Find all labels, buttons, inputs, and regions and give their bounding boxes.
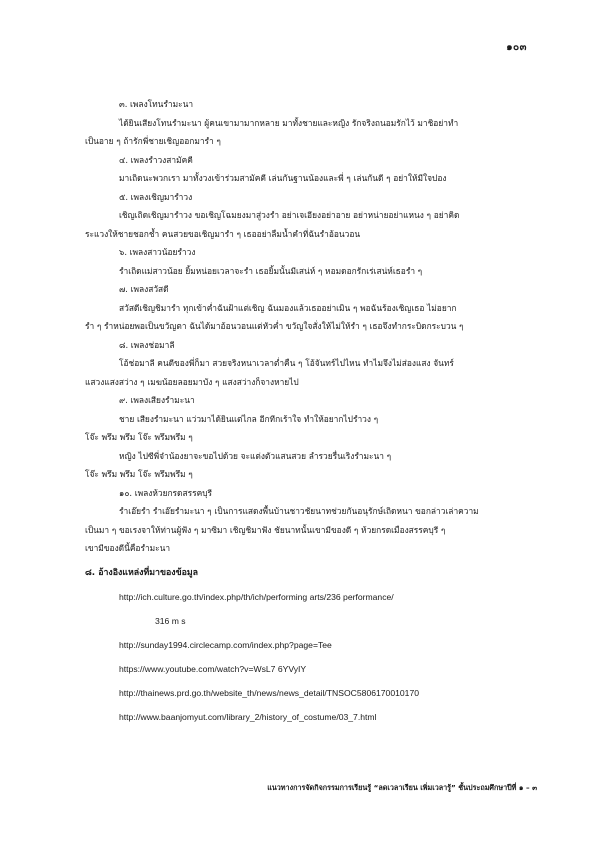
song-lyric: โอ้ช่อมาลี คนดีของพี่ก็มา สวยจริงหนาเวลาต่ำคืน ๆ โอ้จันทร์ไปไหน ทำไมจึงไม่ส่องแสง จันทร์ [119,358,454,368]
reference-link[interactable]: http://ich.culture.go.th/index.php/th/ich/performing arts/236 performance/ [119,592,394,602]
song-title: ๕. เพลงเชิญมารำวง [119,191,193,202]
page-number: ๑๐๓ [506,42,527,53]
song-lyric: มาเถิดนะพวกเรา มาทั้งวงเข้าร่วมสามัคคี เล่นกันฐานน้องและพี่ ๆ เล่นกันดี ๆ อย่าให้มีใจปอง [119,173,447,183]
page-footer: แนวทางการจัดกิจกรรมการเรียนรู้ “ลดเวลาเรียน เพิ่มเวลารู้” ชั้นประถมศึกษาปีที่ ๑ – ๓ [267,783,537,792]
reference-link[interactable]: https://www.youtube.com/watch?v=WsL7 6YVyIY [119,664,307,674]
song-list [85,95,535,558]
reference-link[interactable]: http://thainews.prd.go.th/website_th/news/news_detail/TNSOC5806170010170 [119,688,420,698]
song-title: ๘. เพลงช่อมาลี [119,339,175,350]
song-chorus: โจ๊ะ พรึม พรึม โจ๊ะ พรึมพรึม ๆ [85,469,193,479]
song-lyric: หญิง ไปซีพี่จ๋าน้องยาจะขอไปด้วย จะแต่งตัวแสนสวย ลำรวยรื่นเริงรำมะนา ๆ [119,450,392,461]
song-lyric: ชาย เสียงรำมะนา แว่วมาได้ยินแต่ไกล อีกทีกเร้าใจ ทำให้อยากไปรำวง ๆ [119,413,379,424]
song-title: ๑๐. เพลงห้วยกรดสรรคบุรี [119,487,213,498]
reference-list [119,590,419,734]
song-lyric: เชิญเถิดเชิญมารำวง ขอเชิญโฉมยงมาสู่วงรำ อย่าเจเอียงอย่าอาย อย่าหน่ายอย่าแหนง ๆ อย่าคิด [119,210,460,220]
reference-fragment: 316 m s [155,616,186,626]
sources-heading: ๘. อ้างอิงแหล่งที่มาของข้อมูล [85,568,199,578]
reference-link[interactable]: http://sunday1994.circlecamp.com/index.php?page=Tee [119,640,332,650]
song-lyric: รำ ๆ รำหน่อยพอเป็นขวัญตา ฉันได้มาอ้อนวอนแต่หัวค่ำ ขวัญใจสั่งให้ไม่ให้รำ ๆ เธอจึงทำกระบิดกระบวน ๆ [85,321,464,331]
song-title: ๓. เพลงโทนรำมะนา [119,99,194,109]
song-lyric: เขามีของดีนี้คือรำมะนา [85,543,171,553]
song-lyric: รำเอ๊ยรำ รำเอ๊ยรำมะนา ๆ เป็นการแสดงพื้นบ้านชาวชัยนาทช่วยกันอนุรักษ์เถิดหนา ขอกล่าวเล่าความ [119,506,479,516]
song-lyric: เป็นอาย ๆ ถ้ารักพี่ชายเชิญออกมารำ ๆ [85,136,221,146]
song-title: ๙. เพลงเสียงรำมะนา [119,395,195,405]
song-title: ๔. เพลงรำวงสามัคคี [119,154,193,165]
reference-link[interactable]: http://www.baanjomyut.com/library_2/history_of_costume/03_7.html [119,712,377,722]
song-lyric: แสวงแสงสว่าง ๆ เมฆน้อยลอยมาบัง ๆ แสงสว่างก็จางหายไป [85,376,299,387]
song-lyric: ระแวงให้ชายชอกช้ำ คนสวยขอเชิญมารำ ๆ เธออย่าลืมน้ำคำที่ฉันรำอ้อนวอน [85,228,361,239]
song-title: ๗. เพลงสวัสดี [119,284,169,294]
song-lyric: รำเถิดแม่สาวน้อย ยิ้มหน่อยเวลาจะรำ เธอยิ้มนั้นมีเสน่ห์ ๆ หอมดอกรักเร่เสน่ห์เธอรำ ๆ [119,265,423,276]
song-title: ๖. เพลงสาวน้อยรำวง [119,247,196,257]
song-lyric: สวัสดีเชิญชิมารำ ทุกเข้าค่ำฉันฝ้าแต่เชิญ ฉันมองแล้วเธออย่าเมิน ๆ พอฉันร้องเชิญเธอ ไม่อยาก [119,302,457,313]
song-chorus: โจ๊ะ พรึม พรึม โจ๊ะ พรึมพรึม ๆ [85,432,193,442]
song-lyric: เป็นมา ๆ ขอเรงจาให้ท่านผู้ฟัง ๆ มาซิมา เชิญชิมาฟัง ชัยนาทนั้นเขามีของดี ๆ ห้วยกรดเมืองสรรคบุรี ๆ [85,524,446,535]
song-lyric: ได้ยินเสียงโทนรำมะนา ผู้คนเขามามากหลาย มาทั้งชายและหญิง รักจริงถนอมรักไว้ มาชิอย่าทำ [119,117,459,128]
